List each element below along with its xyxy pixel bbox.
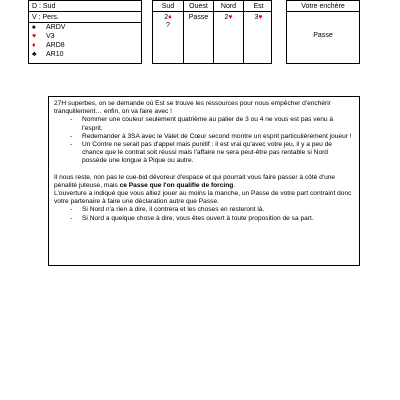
commentary-box (48, 96, 360, 266)
conclusion-end: . (233, 181, 236, 189)
answer-divider (287, 11, 359, 12)
diamond-icon: ♦ (32, 42, 36, 49)
spacer (54, 166, 354, 174)
diamond-cards: ARD8 (46, 42, 65, 49)
auction-col-sud (153, 1, 183, 63)
suit-row-clubs (32, 50, 64, 59)
answer-title: Votre enchère (301, 3, 345, 10)
auction-header-est: Est (253, 3, 264, 10)
conclusion-bold: ce Passe que l'on qualifie de forcing (119, 181, 234, 189)
club-cards: AR10 (46, 51, 64, 58)
spade-cards: ARDV (46, 24, 66, 31)
bid-level: 2 (224, 14, 229, 21)
suit-row-diamonds (32, 41, 65, 50)
auction-question: ? (166, 22, 170, 29)
auction-bid-nord (214, 13, 243, 22)
auction-col-est (243, 1, 273, 63)
auction-bid-ouest: Passe (188, 14, 209, 21)
auction-header-ouest: Ouest (189, 3, 208, 10)
suit-row-spades (32, 23, 65, 32)
list-item: - Un Contre ne serait pas d'appel mais punitif : il est vrai qu'avec votre jeu, il y a peu de chance que le contrat soit réussi mais l'affaire ne sera peut-être pas rentable si Nord possède une longue à Pique ou autre. (82, 141, 354, 166)
heart-icon: ♥ (228, 14, 233, 21)
dealer-label: D : Sud (32, 3, 56, 10)
divider (29, 11, 141, 12)
list-item: - Si Nord n'a rien à dire, il contrera et les choses en resteront là. (82, 206, 354, 214)
list-item: - Si Nord a quelque chose à dire, vous êtes ouvert à toute proposition de sa part. (82, 215, 354, 223)
heart-icon: ♥ (32, 33, 37, 40)
auction-bid-est (244, 13, 273, 22)
auction-table (152, 0, 272, 64)
suit-row-hearts (32, 32, 55, 41)
commentary-list-2 (54, 206, 354, 222)
auction-col-nord (213, 1, 243, 63)
commentary-explanation: L'ouverture a indiqué que vous alliez jouer au moins la manche, un Passe de votre part contraint donc votre partenaire à faire une déclaration autre que Passe. (54, 190, 352, 206)
list-item: - Nommer une couleur seulement quatrième au palier de 3 ou 4 ne vous est pas venu à l'esprit. (82, 116, 354, 132)
answer-value: Passe (313, 32, 333, 39)
answer-box (286, 0, 360, 64)
conclusion-text: Il nous reste, non pas le cue-bid dévoreur d'espace et qui pourrait vous faire passer à côté d'une pénalité juteuse, mais (54, 173, 336, 189)
commentary-intro: 27H superbes, on se demande où Est se trouve les ressources pour nous empêcher d'enchérir tranquillement… enfin, on va faire avec ! (54, 100, 331, 116)
hand-box (28, 0, 142, 64)
auction-col-ouest (183, 1, 213, 63)
commentary-list-1 (54, 116, 354, 165)
vulnerability-label: V : Pers. (32, 14, 59, 21)
spade-icon: ♠ (32, 24, 36, 31)
auction-header-nord: Nord (220, 3, 237, 10)
heart-icon: ♥ (258, 14, 263, 21)
auction-header-sud: Sud (161, 3, 175, 10)
commentary-conclusion (54, 174, 354, 190)
diamond-icon: ♦ (168, 14, 172, 21)
bid-level: 3 (254, 14, 259, 21)
heart-cards: V3 (46, 33, 55, 40)
list-item: - Redemander à 3SA avec le Valet de Cœur second montre un esprit particulièrement joueur ! (82, 133, 354, 141)
bid-level: 2 (164, 14, 169, 21)
club-icon: ♣ (32, 51, 37, 58)
